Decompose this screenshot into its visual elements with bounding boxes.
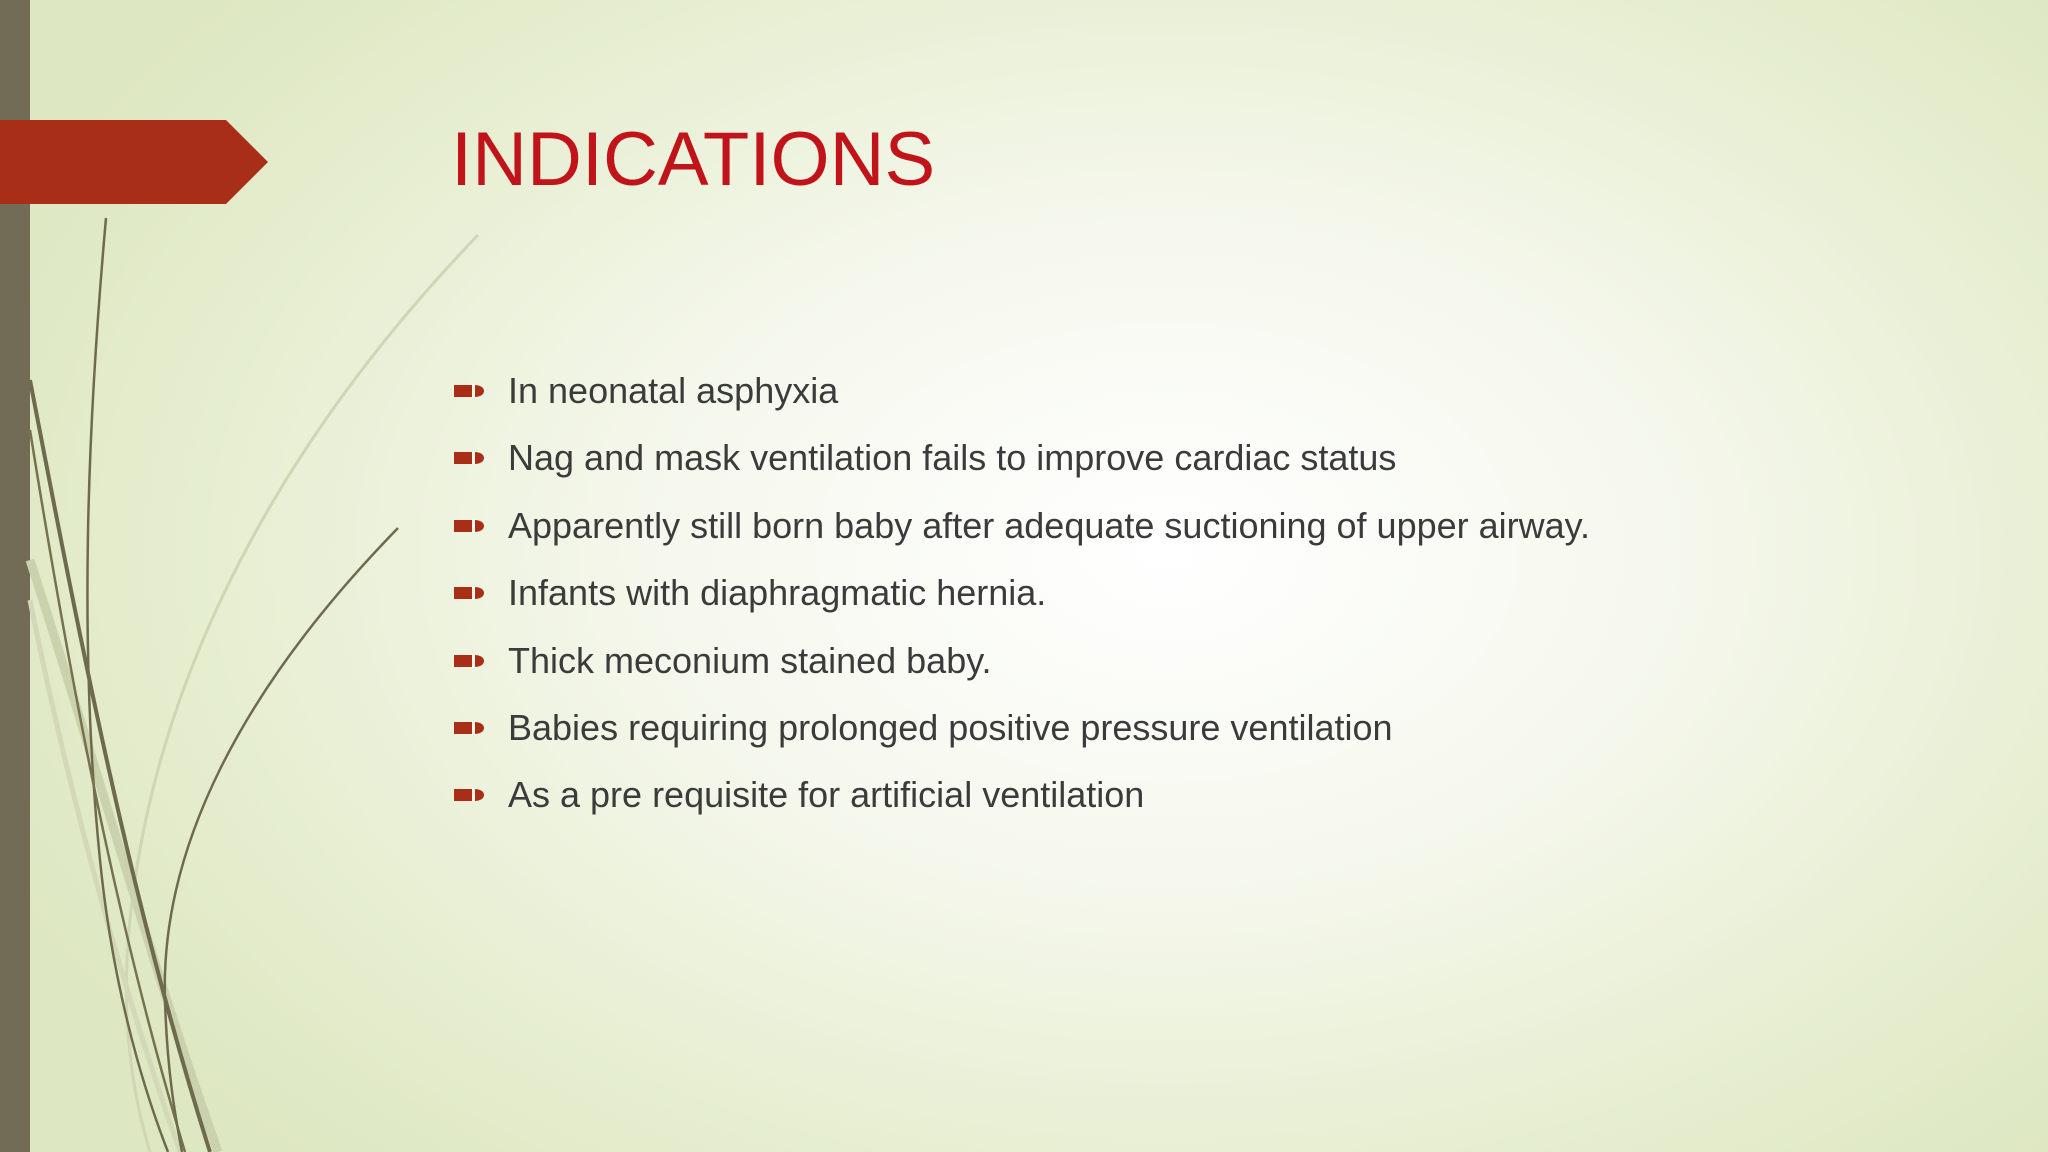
bullet-text: Infants with diaphragmatic hernia. (508, 572, 1047, 614)
bullet-text: Thick meconium stained baby. (508, 639, 992, 681)
arrow-bullet-icon (454, 720, 484, 736)
arrow-bullet-icon (454, 383, 484, 399)
list-item (451, 627, 1590, 694)
arrow-bullet-icon (454, 653, 484, 669)
arrow-bullet-icon (454, 787, 484, 803)
bullet-list (451, 357, 1590, 829)
bullet-text: Babies requiring prolonged positive pressure ventilation (508, 706, 1393, 748)
arrow-bullet-icon (454, 518, 484, 534)
bullet-text: As a pre requisite for artificial ventilation (508, 774, 1145, 816)
arrow-bullet-icon (454, 450, 484, 466)
bullet-text: Nag and mask ventilation fails to improve cardiac status (508, 437, 1397, 479)
list-item (451, 694, 1590, 761)
list-item (451, 492, 1590, 559)
list-item (451, 424, 1590, 491)
title-arrow-banner (0, 120, 268, 204)
bullet-text: Apparently still born baby after adequate suctioning of upper airway. (508, 504, 1590, 546)
slide-title: INDICATIONS (451, 117, 936, 202)
list-item (451, 761, 1590, 828)
list-item (451, 357, 1590, 424)
bullet-text: In neonatal asphyxia (508, 370, 839, 411)
arrow-bullet-icon (454, 585, 484, 601)
list-item (451, 559, 1590, 626)
